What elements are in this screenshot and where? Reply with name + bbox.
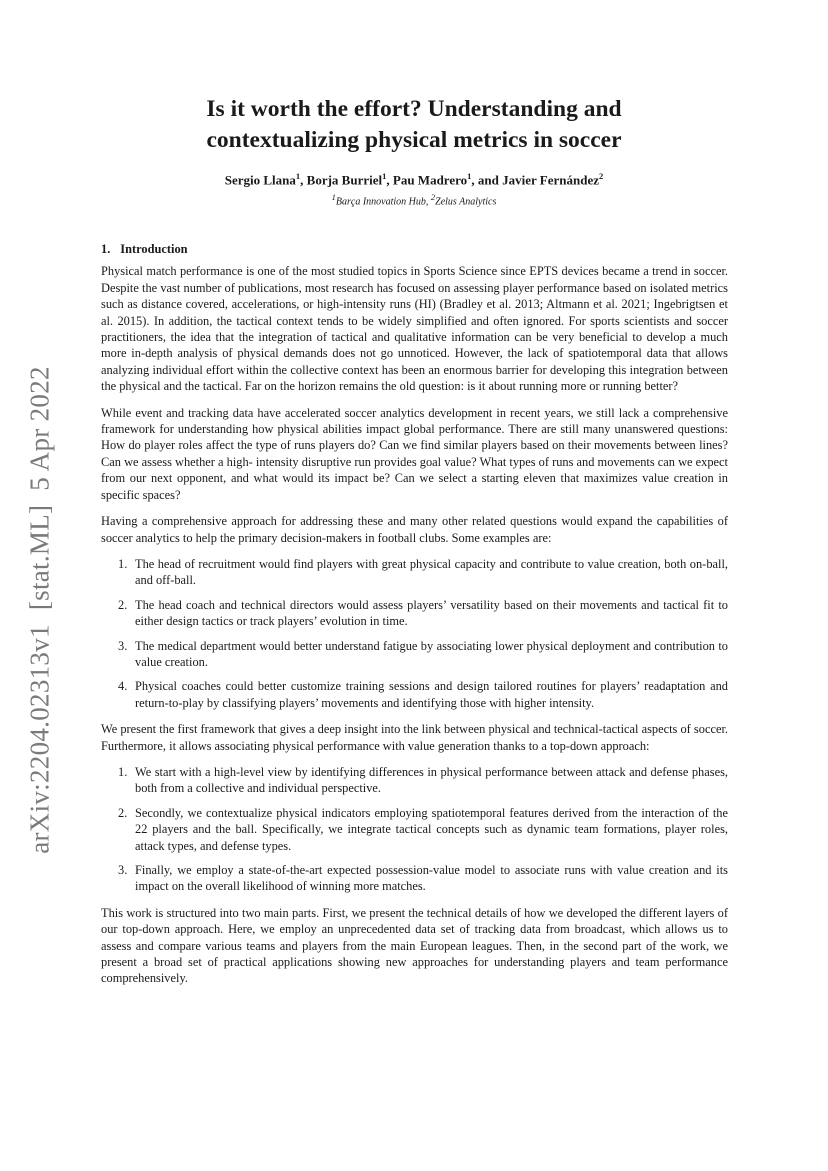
affiliations — [100, 192, 728, 207]
list-item — [101, 556, 728, 589]
arxiv-id: arXiv:2204.02313v1 — [24, 624, 55, 854]
author-affiliation-mark: 1 — [295, 171, 301, 181]
list-item-text: The head coach and technical directors would assess players’ versatility based on their movements and tactical fit to either design tactics or track players’ evolution in time. — [135, 597, 728, 629]
section-number: 1. — [101, 242, 111, 256]
author-list — [100, 171, 728, 188]
list-item — [101, 764, 728, 797]
affiliation-mark: 2 — [430, 192, 436, 202]
approach-list — [101, 764, 728, 895]
list-item-number: 2. — [118, 805, 128, 820]
arxiv-date: 5 Apr 2022 — [24, 366, 55, 491]
list-item — [101, 862, 728, 895]
list-item-text: The head of recruitment would find players with great physical capacity and contribute to value creation, both on-ball, and off-ball. — [135, 556, 728, 588]
section-title: Introduction — [120, 242, 188, 256]
author: Javier Fernández — [502, 172, 599, 188]
list-item-number: 4. — [118, 679, 128, 694]
title-line-2: contextualizing physical metrics in soccer — [206, 127, 622, 153]
list-item — [101, 678, 728, 711]
list-item-number: 1. — [118, 764, 128, 779]
affiliation-name: Zelus Analytics — [435, 196, 497, 208]
examples-list — [101, 556, 728, 711]
affiliation-separator: , — [425, 196, 431, 208]
arxiv-stamp-text — [25, 366, 56, 854]
affiliation-name: Barça Innovation Hub — [335, 196, 426, 208]
paragraph: While event and tracking data have accelerated soccer analytics development in recent years, we still lack a comprehensive framework for understanding how physical abilities impact global performance. There are still many unanswered questions: How do player roles affect the type of runs players do? Can we find similar players based on their movements between lines? Can we assess whether a high- intensity disruptive run provides goal value? What types of runs and movements can we expect from our next opponent, and what would its impact be? Can we select a starting eleven that maximizes value creation in specific spaces? — [101, 405, 728, 502]
paragraph: Physical match performance is one of the most studied topics in Sports Science since EPTS devices became a trend in soccer. Despite the vast number of publications, most research has focused on assessing player performance based on isolated metrics such as distance covered, accelerations, or high-intensity runs (HI) (Bradley et al. 2013; Altmann et al. 2021; Ingebrigtsen et al. 2015). In addition, the tactical context tends to be widely simplified and often ignored. For sports scientists and soccer practitioners, the idea that the integration of tactical and qualitative information can be very beneficial to develop a much more in-depth analysis of physical demands does not go unnoticed. However, the lack of spatiotemporal data that allows analyzing individual effort within the collective context has been an enormous barrier for developing this integration between the physical and the tactical. Far on the horizon remains the old question: is it about running more or running better? — [101, 264, 728, 394]
affiliation-mark: 1 — [331, 192, 336, 202]
arxiv-sidebar-stamp — [16, 360, 64, 860]
list-item-text: The medical department would better understand fatigue by associating lower physical deployment and contribution to value creation. — [135, 638, 728, 669]
author-separator: , — [386, 172, 393, 188]
paragraph: This work is structured into two main parts. First, we present the technical details of how we developed the different layers of our top-down approach. Here, we employ an unprecedented data set of tracking data from broadcast, which allows us to assess and compare various teams and players from the main European leagues. Then, in the second part of the work, we present a broad set of practical applications showing new approaches for understanding players and team performance comprehensively. — [101, 905, 728, 986]
arxiv-category: [stat.ML] — [24, 504, 55, 611]
list-item-number: 2. — [118, 597, 128, 612]
list-item-text: Secondly, we contextualize physical indicators employing spatiotemporal features derived from the interaction of the 22 players and the ball. Specifically, we integrate tactical concepts such as dynamic team formations, player roles, attack types, and defense types. — [135, 805, 728, 853]
list-item-number: 3. — [118, 863, 128, 877]
list-item-text: Physical coaches could better customize training sessions and design tailored routines for players’ readaptation and return-to-play by classifying players’ movements and identifying those with higher intensity. — [135, 679, 728, 710]
title-line-1: Is it worth the effort? Understanding and — [206, 96, 622, 122]
author: Borja Burriel — [306, 172, 383, 188]
author-affiliation-mark: 2 — [599, 171, 604, 181]
author-separator: , and — [471, 172, 503, 188]
author: Sergio Llana — [224, 172, 296, 188]
author-affiliation-mark: 1 — [382, 171, 387, 181]
author-separator: , — [300, 172, 307, 188]
list-item — [101, 805, 728, 854]
list-item — [101, 638, 728, 671]
paper-title — [100, 94, 728, 156]
list-item-text: Finally, we employ a state-of-the-art expected possession-value model to associate runs with value creation and its impact on the overall likelihood of winning more matches. — [135, 863, 728, 894]
list-item-number: 3. — [118, 638, 128, 653]
author-affiliation-mark: 1 — [467, 171, 472, 181]
list-item-text: We start with a high-level view by identifying differences in physical performance between attack and defense phases, both from a collective and individual perspective. — [135, 764, 728, 796]
section-heading — [101, 241, 728, 257]
author: Pau Madrero — [392, 172, 468, 188]
paragraph: Having a comprehensive approach for addressing these and many other related questions would expand the capabilities of soccer analytics to help the primary decision-makers in football clubs. Some examples are: — [101, 514, 728, 545]
list-item-number: 1. — [118, 556, 128, 571]
paragraph: We present the first framework that gives a deep insight into the link between physical and technical-tactical aspects of soccer. Furthermore, it allows associating physical performance with value generation thanks to a top-down approach: — [101, 722, 728, 753]
list-item — [101, 597, 728, 630]
paper-body — [101, 241, 728, 997]
